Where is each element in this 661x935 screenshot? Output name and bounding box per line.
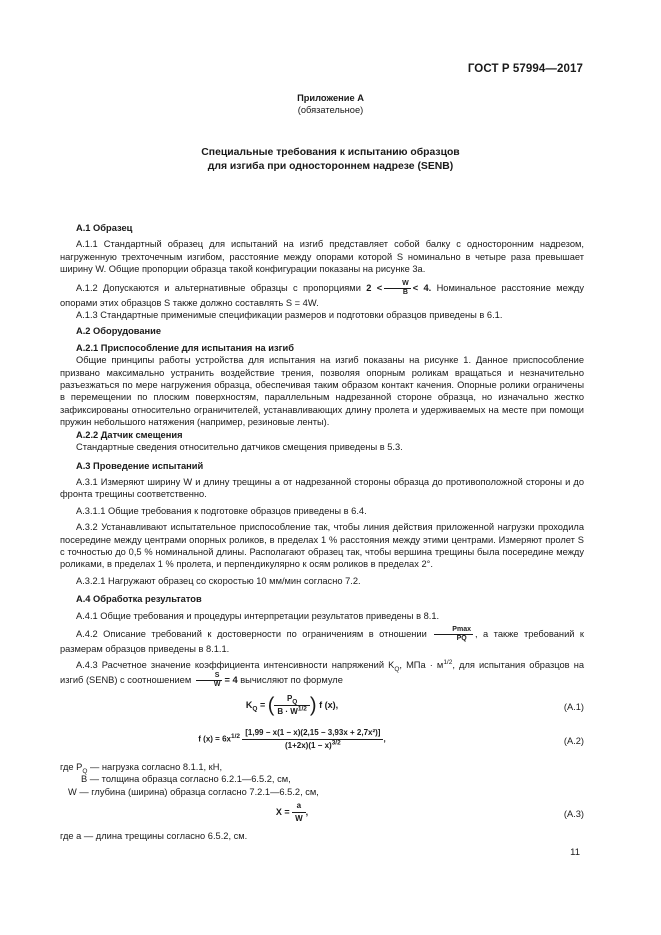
title-line-2: для изгиба при одностороннем надрезе (SENB) [207, 161, 454, 172]
subsection-a2-1-heading: А.2.1 Приспособление для испытания на изгиб [76, 342, 294, 353]
formula-a1-label: (А.1) [563, 701, 584, 712]
paragraph-a3-1-1: А.3.1.1 Общие требования к подготовке образцов приведены в 6.4. [76, 505, 367, 516]
section-a1-heading: А.1 Образец [76, 223, 133, 233]
standard-code: ГОСТ Р 57994—2017 [467, 63, 583, 75]
paragraph-a1-2: А.1.2 Допускаются и альтернативные образцы с пропорциями 2 < $\frac{W}{B}$ < 4. Номинальное расстояние между опорами этих образцов S также должно составлять S = 4W. [60, 279, 584, 308]
paragraph-a3-2-1: А.3.2.1 Нагружают образец со скоростью 10 мм/мин согласно 7.2. [76, 575, 361, 586]
paragraph-a2-2: Стандартные сведения относительно датчиков смещения приведены в 5.3. [76, 442, 403, 453]
appendix-title: Приложение А [297, 93, 364, 103]
appendix-heading [0, 92, 661, 116]
subsection-a2-2-heading: А.2.2 Датчик смещения [76, 429, 183, 440]
paragraph-a4-2: А.4.2 Описание требований к достоверности по ограничениям в отношении $\frac{Pmax}{PQ}$ , а также требований к размерам образцов приведены в 8.1.1. [60, 625, 584, 654]
paragraph-a4-1: А.4.1 Общие требования и процедуры интерпретации результатов приведены в 8.1. [76, 610, 440, 621]
formula-a2-label: (А.2) [563, 735, 584, 746]
ratio-pmax-pq: $\frac{Pmax}{PQ}$ [434, 626, 473, 643]
title-line-1: Специальные требования к испытанию образцов [201, 147, 460, 158]
formula-a1: $K_Q$ = ( $\frac{P_Q}{B \cdot W^{1/2}}$ ) f (x), (А.1) [245, 693, 584, 717]
section-a2-heading: А.2 Оборудование [76, 326, 162, 337]
inequality-right: < 4. [412, 282, 432, 293]
where-line-3: W — глубина (ширина) образца согласно 7.2.1—6.5.2, см, [68, 786, 319, 797]
paragraph-a1-1: А.1.1 Стандартный образец для испытаний на изгиб представляет собой балку с односторонним надрезом, нагруженную трехточечным изгибом, расстояние между опорами которой S номинально в четыре раза превышает ширину W. Общие пропорции образца такой конфигурации показаны на рисунке 3а. [60, 239, 584, 275]
inequality-left: 2 < [366, 282, 383, 293]
formula-a3: X = $\frac{a}{W}$ , (А.3) [275, 801, 584, 823]
document-body [60, 222, 584, 842]
document-title [0, 146, 661, 174]
page-number: 11 [570, 847, 580, 858]
section-a4-heading: А.4 Обработка результатов [76, 594, 202, 605]
paragraph-a2-1: Общие принципы работы устройства для испытания на изгиб показаны на рисунке 1. Данное приспособление призвано максимально устранить воздействие трения, позволяя опорным роликам вращаться и незначительно разъезжаться по мере нагружения образца, обеспечивая таким образом контакт качения. Опорные ролики ограничены в перемещении по плоским поверхностям, параллельным надрезанной стороне образца, но изначально жестко зафиксированы относительно ограничителей, устанавливающих длину пролета и удерживаемых на месте при помощи пружин небольшого натяжения (например, резиновые ленты). [60, 355, 584, 428]
paragraph-a4-3: А.4.3 Расчетное значение коэффициента интенсивности напряжений $K_Q$, МПа · $м^{1/2}$, для испытания образцов на изгиб (SENB) с соотношением $\frac{S}{W}$ = 4 вычисляют по формуле [60, 659, 585, 688]
appendix-note: (обязательное) [297, 105, 364, 115]
formula-a3-label: (А.3) [563, 809, 584, 819]
where-line-2: B — толщина образца согласно 6.2.1—6.5.2, см, [81, 774, 291, 785]
ratio-w-b: $\frac{W}{B}$ [384, 280, 411, 297]
where-line-1: где $P_Q$ — нагрузка согласно 8.1.1, кН, [60, 761, 223, 775]
section-a3-heading: А.3 Проведение испытаний [76, 460, 204, 471]
paragraph-a3-1: А.3.1 Измеряют ширину W и длину трещины a от надрезанной стороны образца до противоположной стороны и до фронта трещины соответственно. [60, 476, 584, 500]
ratio-s-w: $\frac{S}{W}$ [196, 672, 223, 689]
paragraph-a3-2: А.3.2 Устанавливают испытательное приспособление так, чтобы линия действия приложенной нагрузки проходила посередине между центрами опорных роликов, в пределах 1 % расстояния между этими центрами. Измеряют пролет S с точностью до 0,5 % номинальной длины. Располагают образец так, чтобы вершина трещины была посередине между роликами, в пределах 1 % пролета, и перпендикулярно к осям роликов в пределах 2°. [60, 522, 584, 570]
where-line-4: где a — длина трещины согласно 6.5.2, см. [60, 831, 248, 841]
paragraph-a1-3: А.1.3 Стандартные применимые спецификации размеров и подготовки образцов приведены в 6.1. [76, 310, 503, 321]
formula-a2: f $(x) = 6x^{1/2}$ $\frac{\text{[1,99 − x(1 − x)(2,15 − 3,93x + 2,7x²)]}}{(1+2x)(1 - x)^{3/2}}$ , (А.2) [198, 727, 584, 750]
